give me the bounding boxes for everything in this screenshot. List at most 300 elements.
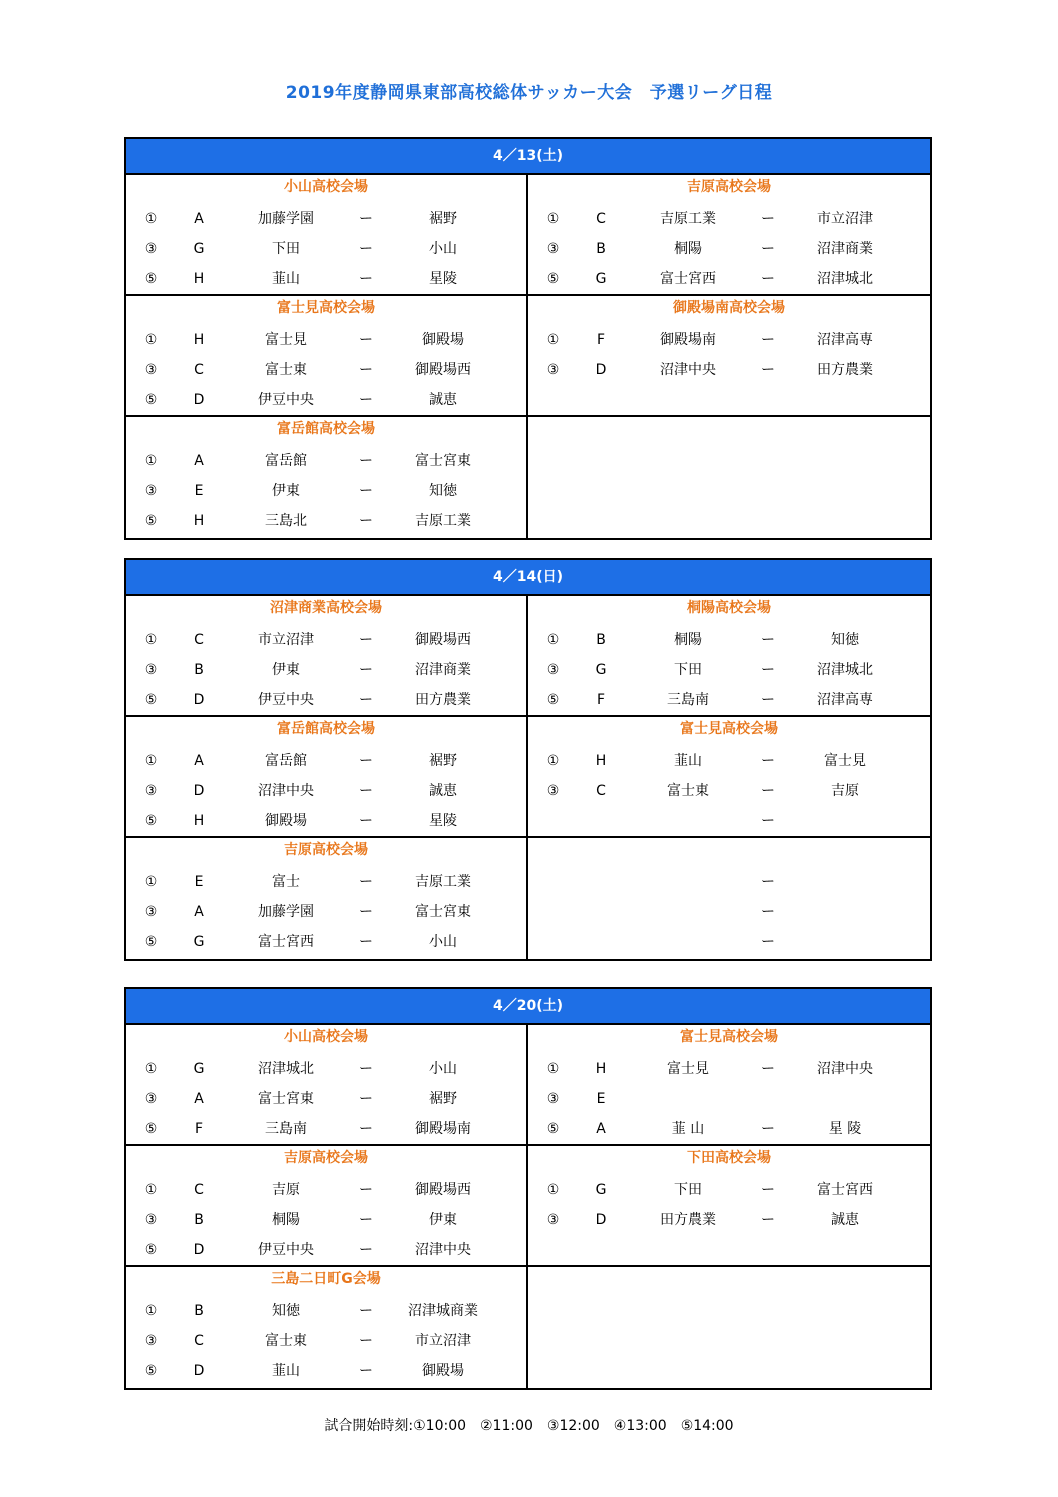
match-row (126, 385, 526, 415)
match-slot: ⑤ (144, 392, 158, 408)
match-group: A (194, 753, 204, 769)
match-row (528, 685, 930, 715)
versus-dash: ー (359, 904, 373, 920)
match-group: D (193, 1363, 205, 1379)
away-team: 誠恵 (831, 1212, 859, 1228)
home-team: 知徳 (272, 1303, 300, 1319)
day-date-header: 4／13(土) (126, 139, 930, 175)
day-date-header: 4／14(日) (126, 560, 930, 596)
match-group: H (595, 753, 607, 769)
match-slot: ① (144, 211, 158, 227)
match-group: F (596, 332, 606, 348)
match-slot: ⑤ (144, 934, 158, 950)
versus-dash: ー (359, 874, 373, 890)
match-slot: ③ (144, 1333, 158, 1349)
match-group: C (596, 783, 606, 799)
venue-grid (126, 1025, 930, 1388)
match-group: B (194, 1303, 204, 1319)
home-team: 伊東 (272, 662, 300, 678)
match-slot: ⑤ (144, 1242, 158, 1258)
venue-cell (126, 596, 528, 717)
venue-name: 沼津商業高校会場 (270, 600, 382, 616)
home-team: 富士見 (265, 332, 307, 348)
venue-name: 富士見高校会場 (680, 721, 778, 737)
venue-cell (528, 296, 930, 417)
versus-dash: ー (359, 332, 373, 348)
away-team: 富士宮東 (415, 453, 471, 469)
match-group: D (595, 1212, 607, 1228)
venue-grid (126, 175, 930, 538)
home-team: 富士宮西 (258, 934, 314, 950)
venue-cell (528, 838, 930, 959)
match-row (528, 806, 930, 836)
away-team: 星陵 (429, 813, 457, 829)
match-group: C (194, 632, 204, 648)
home-team: 沼津中央 (258, 783, 314, 799)
match-row (528, 625, 930, 655)
away-team: 沼津城北 (817, 662, 873, 678)
match-slot: ③ (144, 241, 158, 257)
match-row (126, 927, 526, 957)
away-team: 市立沼津 (415, 1333, 471, 1349)
match-row (528, 927, 930, 957)
match-slot: ③ (546, 1212, 560, 1228)
match-row (126, 476, 526, 506)
match-row (126, 867, 526, 897)
match-slot: ① (546, 1182, 560, 1198)
home-team: 加藤学園 (258, 904, 314, 920)
match-slot: ③ (144, 483, 158, 499)
home-team: 富士宮西 (660, 271, 716, 287)
home-team: 富士宮東 (258, 1091, 314, 1107)
match-group: F (194, 1121, 204, 1137)
match-group: E (194, 874, 204, 890)
match-row (528, 325, 930, 355)
match-row (126, 1235, 526, 1265)
versus-dash: ー (761, 904, 775, 920)
home-team: 桐陽 (674, 241, 702, 257)
versus-dash: ー (761, 241, 775, 257)
venue-cell (528, 417, 930, 538)
venue-name: 小山高校会場 (284, 1029, 368, 1045)
away-team: 市立沼津 (817, 211, 873, 227)
match-slot: ③ (144, 1091, 158, 1107)
match-group: H (193, 813, 205, 829)
match-group: F (596, 692, 606, 708)
match-group: G (595, 662, 607, 678)
versus-dash: ー (359, 1121, 373, 1137)
match-row (528, 776, 930, 806)
match-row (126, 1175, 526, 1205)
match-row (528, 1205, 930, 1235)
versus-dash: ー (761, 211, 775, 227)
match-row (528, 355, 930, 385)
venue-cell (126, 417, 528, 538)
match-group: D (193, 392, 205, 408)
away-team: 小山 (429, 1061, 457, 1077)
day-block (124, 987, 932, 1390)
home-team: 田方農業 (660, 1212, 716, 1228)
venue-name: 下田高校会場 (687, 1150, 771, 1166)
match-slot: ③ (546, 362, 560, 378)
home-team: 富士東 (667, 783, 709, 799)
venue-name: 吉原高校会場 (687, 179, 771, 195)
match-row (126, 325, 526, 355)
match-slot: ⑤ (546, 692, 560, 708)
match-row (126, 446, 526, 476)
match-group: C (194, 1182, 204, 1198)
home-team: 御殿場 (265, 813, 307, 829)
home-team: 伊豆中央 (258, 392, 314, 408)
away-team: 吉原 (831, 783, 859, 799)
match-row (126, 776, 526, 806)
match-group: C (596, 211, 606, 227)
home-team: 沼津城北 (258, 1061, 314, 1077)
versus-dash: ー (359, 934, 373, 950)
versus-dash: ー (761, 362, 775, 378)
match-row (126, 1326, 526, 1356)
home-team: 伊東 (272, 483, 300, 499)
match-slot: ① (144, 1061, 158, 1077)
match-group: E (596, 1091, 606, 1107)
match-slot: ③ (144, 783, 158, 799)
away-team: 知徳 (429, 483, 457, 499)
venue-cell (528, 1025, 930, 1146)
versus-dash: ー (359, 1363, 373, 1379)
match-slot: ① (144, 874, 158, 890)
match-slot: ⑤ (144, 813, 158, 829)
versus-dash: ー (761, 662, 775, 678)
venue-name: 小山高校会場 (284, 179, 368, 195)
venue-cell (126, 1267, 528, 1388)
away-team: 小山 (429, 241, 457, 257)
venue-cell (528, 1146, 930, 1267)
venue-name: 富岳館高校会場 (277, 421, 375, 437)
match-group: H (193, 332, 205, 348)
venue-name: 富士見高校会場 (680, 1029, 778, 1045)
home-team: 桐陽 (272, 1212, 300, 1228)
match-slot: ⑤ (144, 692, 158, 708)
versus-dash: ー (761, 632, 775, 648)
away-team: 沼津中央 (415, 1242, 471, 1258)
day-block (124, 137, 932, 540)
home-team: 沼津中央 (660, 362, 716, 378)
home-team: 富岳館 (265, 453, 307, 469)
versus-dash: ー (359, 1212, 373, 1228)
venue-name (528, 838, 930, 867)
versus-dash: ー (359, 662, 373, 678)
match-group: A (194, 453, 204, 469)
match-group: D (595, 362, 607, 378)
away-team: 裾野 (429, 753, 457, 769)
match-group: A (194, 904, 204, 920)
match-group: B (596, 241, 606, 257)
versus-dash: ー (359, 1061, 373, 1077)
match-group: C (194, 1333, 204, 1349)
match-slot: ⑤ (144, 513, 158, 529)
match-row (126, 506, 526, 536)
versus-dash: ー (359, 1333, 373, 1349)
venue-name: 吉原高校会場 (284, 842, 368, 858)
page-title: 2019年度静岡県東部高校総体サッカー大会 予選リーグ日程 (285, 83, 773, 103)
home-team: 韮 山 (671, 1121, 705, 1137)
versus-dash: ー (359, 483, 373, 499)
match-row (528, 897, 930, 927)
venue-cell (126, 1146, 528, 1267)
away-team: 沼津中央 (817, 1061, 873, 1077)
match-slot: ① (144, 1182, 158, 1198)
home-team: 桐陽 (674, 632, 702, 648)
away-team: 御殿場西 (415, 632, 471, 648)
home-team: 富岳館 (265, 753, 307, 769)
versus-dash: ー (761, 692, 775, 708)
match-row (126, 625, 526, 655)
venue-name (528, 1267, 930, 1296)
match-slot: ① (546, 753, 560, 769)
home-team: 韮山 (272, 1363, 300, 1379)
away-team: 小山 (429, 934, 457, 950)
venue-cell (126, 717, 528, 838)
match-group: D (193, 783, 205, 799)
venue-cell (528, 596, 930, 717)
venue-grid (126, 596, 930, 959)
match-slot: ③ (144, 904, 158, 920)
versus-dash: ー (359, 753, 373, 769)
match-slot: ③ (144, 362, 158, 378)
match-group: D (193, 1242, 205, 1258)
match-row (528, 1084, 930, 1114)
versus-dash: ー (761, 1182, 775, 1198)
away-team: 沼津高専 (817, 692, 873, 708)
away-team: 御殿場西 (415, 362, 471, 378)
match-group: A (596, 1121, 606, 1137)
match-row (126, 1356, 526, 1386)
away-team: 誠恵 (429, 783, 457, 799)
versus-dash: ー (359, 362, 373, 378)
match-row (528, 1114, 930, 1144)
away-team: 裾野 (429, 1091, 457, 1107)
venue-cell (126, 296, 528, 417)
match-slot: ① (144, 1303, 158, 1319)
home-team: 富士東 (265, 1333, 307, 1349)
versus-dash: ー (761, 1121, 775, 1137)
home-team: 伊豆中央 (258, 1242, 314, 1258)
match-row (126, 234, 526, 264)
away-team: 御殿場西 (415, 1182, 471, 1198)
match-group: H (193, 513, 205, 529)
venue-name: 吉原高校会場 (284, 1150, 368, 1166)
home-team: 下田 (674, 1182, 702, 1198)
away-team: 誠恵 (429, 392, 457, 408)
away-team: 沼津高専 (817, 332, 873, 348)
away-team: 富士宮西 (817, 1182, 873, 1198)
match-slot: ③ (144, 662, 158, 678)
match-row (126, 1054, 526, 1084)
match-row (126, 1114, 526, 1144)
match-slot: ⑤ (546, 271, 560, 287)
versus-dash: ー (359, 271, 373, 287)
away-team: 吉原工業 (415, 874, 471, 890)
venue-name: 桐陽高校会場 (687, 600, 771, 616)
away-team: 沼津商業 (415, 662, 471, 678)
away-team: 富士宮東 (415, 904, 471, 920)
match-row (126, 204, 526, 234)
match-slot: ⑤ (144, 1121, 158, 1137)
versus-dash: ー (761, 1212, 775, 1228)
home-team: 下田 (674, 662, 702, 678)
home-team: 三島南 (667, 692, 709, 708)
match-group: G (193, 241, 205, 257)
versus-dash: ー (359, 211, 373, 227)
venue-cell (528, 1267, 930, 1388)
match-group: G (193, 1061, 205, 1077)
match-group: E (194, 483, 204, 499)
match-row (126, 746, 526, 776)
match-row (528, 264, 930, 294)
away-team: 知徳 (831, 632, 859, 648)
venue-cell (528, 175, 930, 296)
away-team: 御殿場 (422, 332, 464, 348)
match-group: H (193, 271, 205, 287)
venue-cell (126, 175, 528, 296)
venue-name (528, 417, 930, 446)
home-team: 御殿場南 (660, 332, 716, 348)
away-team: 星陵 (429, 271, 457, 287)
match-row (528, 655, 930, 685)
match-group: G (193, 934, 205, 950)
match-row (528, 746, 930, 776)
match-slot: ③ (546, 241, 560, 257)
match-group: B (194, 662, 204, 678)
home-team: 下田 (272, 241, 300, 257)
match-row (528, 1175, 930, 1205)
versus-dash: ー (359, 453, 373, 469)
match-slot: ① (144, 332, 158, 348)
away-team: 吉原工業 (415, 513, 471, 529)
away-team: 沼津城北 (817, 271, 873, 287)
home-team: 加藤学園 (258, 211, 314, 227)
versus-dash: ー (761, 813, 775, 829)
away-team: 沼津商業 (817, 241, 873, 257)
kickoff-times: 試合開始時刻:①10:00 ②11:00 ③12:00 ④13:00 ⑤14:00 (324, 1418, 734, 1434)
home-team: 吉原 (272, 1182, 300, 1198)
versus-dash: ー (761, 874, 775, 890)
versus-dash: ー (359, 1182, 373, 1198)
away-team: 御殿場 (422, 1363, 464, 1379)
versus-dash: ー (359, 1303, 373, 1319)
versus-dash: ー (761, 753, 775, 769)
home-team: 吉原工業 (660, 211, 716, 227)
match-slot: ① (546, 211, 560, 227)
match-row (528, 204, 930, 234)
match-slot: ⑤ (546, 1121, 560, 1137)
away-team: 伊東 (429, 1212, 457, 1228)
match-group: C (194, 362, 204, 378)
versus-dash: ー (359, 392, 373, 408)
home-team: 富士東 (265, 362, 307, 378)
match-slot: ① (546, 632, 560, 648)
match-slot: ③ (546, 662, 560, 678)
match-row (126, 655, 526, 685)
versus-dash: ー (359, 1091, 373, 1107)
match-slot: ① (144, 753, 158, 769)
match-slot: ⑤ (144, 1363, 158, 1379)
match-group: B (194, 1212, 204, 1228)
match-row (528, 1054, 930, 1084)
home-team: 三島南 (265, 1121, 307, 1137)
match-row (126, 1296, 526, 1326)
versus-dash: ー (761, 271, 775, 287)
home-team: 富士 (272, 874, 300, 890)
versus-dash: ー (761, 1061, 775, 1077)
match-row (528, 234, 930, 264)
match-row (126, 264, 526, 294)
match-row (528, 867, 930, 897)
away-team: 裾野 (429, 211, 457, 227)
venue-name: 三島二日町G会場 (271, 1271, 381, 1287)
match-slot: ① (546, 1061, 560, 1077)
home-team: 韮山 (272, 271, 300, 287)
venue-name: 御殿場南高校会場 (673, 300, 785, 316)
versus-dash: ー (761, 783, 775, 799)
match-slot: ③ (144, 1212, 158, 1228)
away-team: 御殿場南 (415, 1121, 471, 1137)
away-team: 田方農業 (817, 362, 873, 378)
home-team: 韮山 (674, 753, 702, 769)
match-row (126, 897, 526, 927)
away-team: 星 陵 (828, 1121, 862, 1137)
match-slot: ① (546, 332, 560, 348)
match-slot: ③ (546, 783, 560, 799)
versus-dash: ー (359, 241, 373, 257)
match-group: D (193, 692, 205, 708)
away-team: 沼津城商業 (408, 1303, 478, 1319)
match-group: A (194, 1091, 204, 1107)
home-team: 市立沼津 (258, 632, 314, 648)
match-group: G (595, 1182, 607, 1198)
venue-cell (528, 717, 930, 838)
versus-dash: ー (359, 813, 373, 829)
match-slot: ⑤ (144, 271, 158, 287)
away-team: 田方農業 (415, 692, 471, 708)
day-date-header: 4／20(土) (126, 989, 930, 1025)
match-row (126, 355, 526, 385)
versus-dash: ー (761, 332, 775, 348)
away-team: 富士見 (824, 753, 866, 769)
venue-cell (126, 838, 528, 959)
match-row (126, 806, 526, 836)
home-team: 伊豆中央 (258, 692, 314, 708)
match-group: G (595, 271, 607, 287)
match-slot: ① (144, 453, 158, 469)
match-row (126, 685, 526, 715)
day-block (124, 558, 932, 961)
venue-cell (126, 1025, 528, 1146)
venue-name: 富岳館高校会場 (277, 721, 375, 737)
home-team: 富士見 (667, 1061, 709, 1077)
versus-dash: ー (359, 692, 373, 708)
home-team: 三島北 (265, 513, 307, 529)
versus-dash: ー (359, 513, 373, 529)
match-row (126, 1084, 526, 1114)
match-group: A (194, 211, 204, 227)
match-group: B (596, 632, 606, 648)
venue-name: 富士見高校会場 (277, 300, 375, 316)
match-slot: ① (144, 632, 158, 648)
match-row (126, 1205, 526, 1235)
match-group: H (595, 1061, 607, 1077)
versus-dash: ー (359, 632, 373, 648)
